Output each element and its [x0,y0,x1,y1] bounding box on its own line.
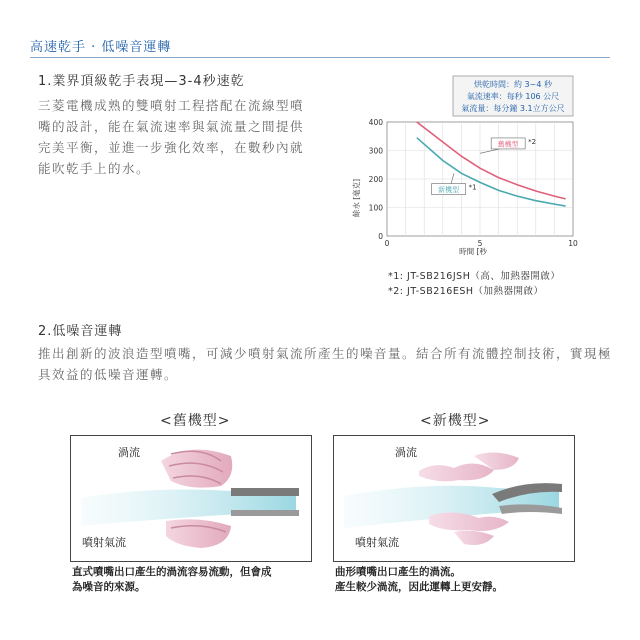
info-line-3: 氣流量：每分鐘 3.1立方公尺 [461,104,565,113]
new-caption-line-1: 曲形噴嘴出口產生的渦流。 [335,566,461,578]
new-model-caption [335,565,585,595]
x-tick-label: 10 [568,239,578,248]
section2-body: 推出創新的波浪造型噴嘴，可減少噴射氣流所產生的噪音量。結合所有流體控制技術，實現極具效益的低噪音運轉。 [38,346,613,382]
old-model-title: <舊機型> [160,413,231,429]
x-tick-label: 0 [384,239,390,248]
y-tick-label: 200 [368,175,383,184]
section2-title: 2.低噪音運轉 [38,324,123,339]
old-jet-label: 噴射氣流 [82,536,126,549]
y-tick-label: 400 [368,118,383,127]
footnote-2: *2: JT-SB216ESH（加熱器開啟） [388,286,544,297]
drying-chart [345,70,595,300]
old-model-caption [72,565,322,595]
page-heading: 高速乾手 · 低噪音運轉 [30,40,172,55]
info-line-2: 氣流速率：每秒 106 公尺 [466,92,560,101]
old-caption-line-1: 直式噴嘴出口產生的渦流容易流動，但會成 [72,566,272,578]
chart-info-box [453,76,573,116]
y-tick-label: 300 [368,146,383,156]
info-line-1: 烘乾時間：約 3~4 秒 [474,80,552,89]
section1-title: 1.業界頂級乾手表現—3-4秒速乾 [38,74,245,89]
old-vortex-label: 渦流 [118,446,140,459]
series-marker-2: *1 [468,183,477,192]
x-tick-label: 5 [477,239,483,248]
old-caption-line-2: 為噪音的來源。 [72,581,146,593]
new-caption-line-2: 產生較少渦流，因此運轉上更安靜。 [335,581,503,593]
y-tick-label: 100 [368,203,383,213]
section1-body: 三菱電機成熟的雙噴射工程搭配在流線型噴嘴的設計，能在氣流速率與氣流量之間提供完美平衡，並進一步強化效率，在數秒內就能吹乾手上的水。 [38,98,305,176]
footnote-1: *1: JT-SB216JSH（高、加熱器開啟） [388,271,561,282]
new-model-title: <新機型> [420,413,491,429]
y-tick-label: 0 [378,232,383,241]
series-name-1: 舊機型 [497,140,519,149]
x-axis-label: 時間 [秒 [459,247,487,256]
series-name-2: 新機型 [438,186,460,195]
heading-divider [30,57,610,58]
y-axis-label: 餘水 [毫克] [352,178,361,218]
new-jet-label: 噴射氣流 [355,536,399,549]
new-vortex-label: 渦流 [395,446,417,459]
series-marker-1: *2 [528,137,537,146]
plot-area [369,118,578,248]
